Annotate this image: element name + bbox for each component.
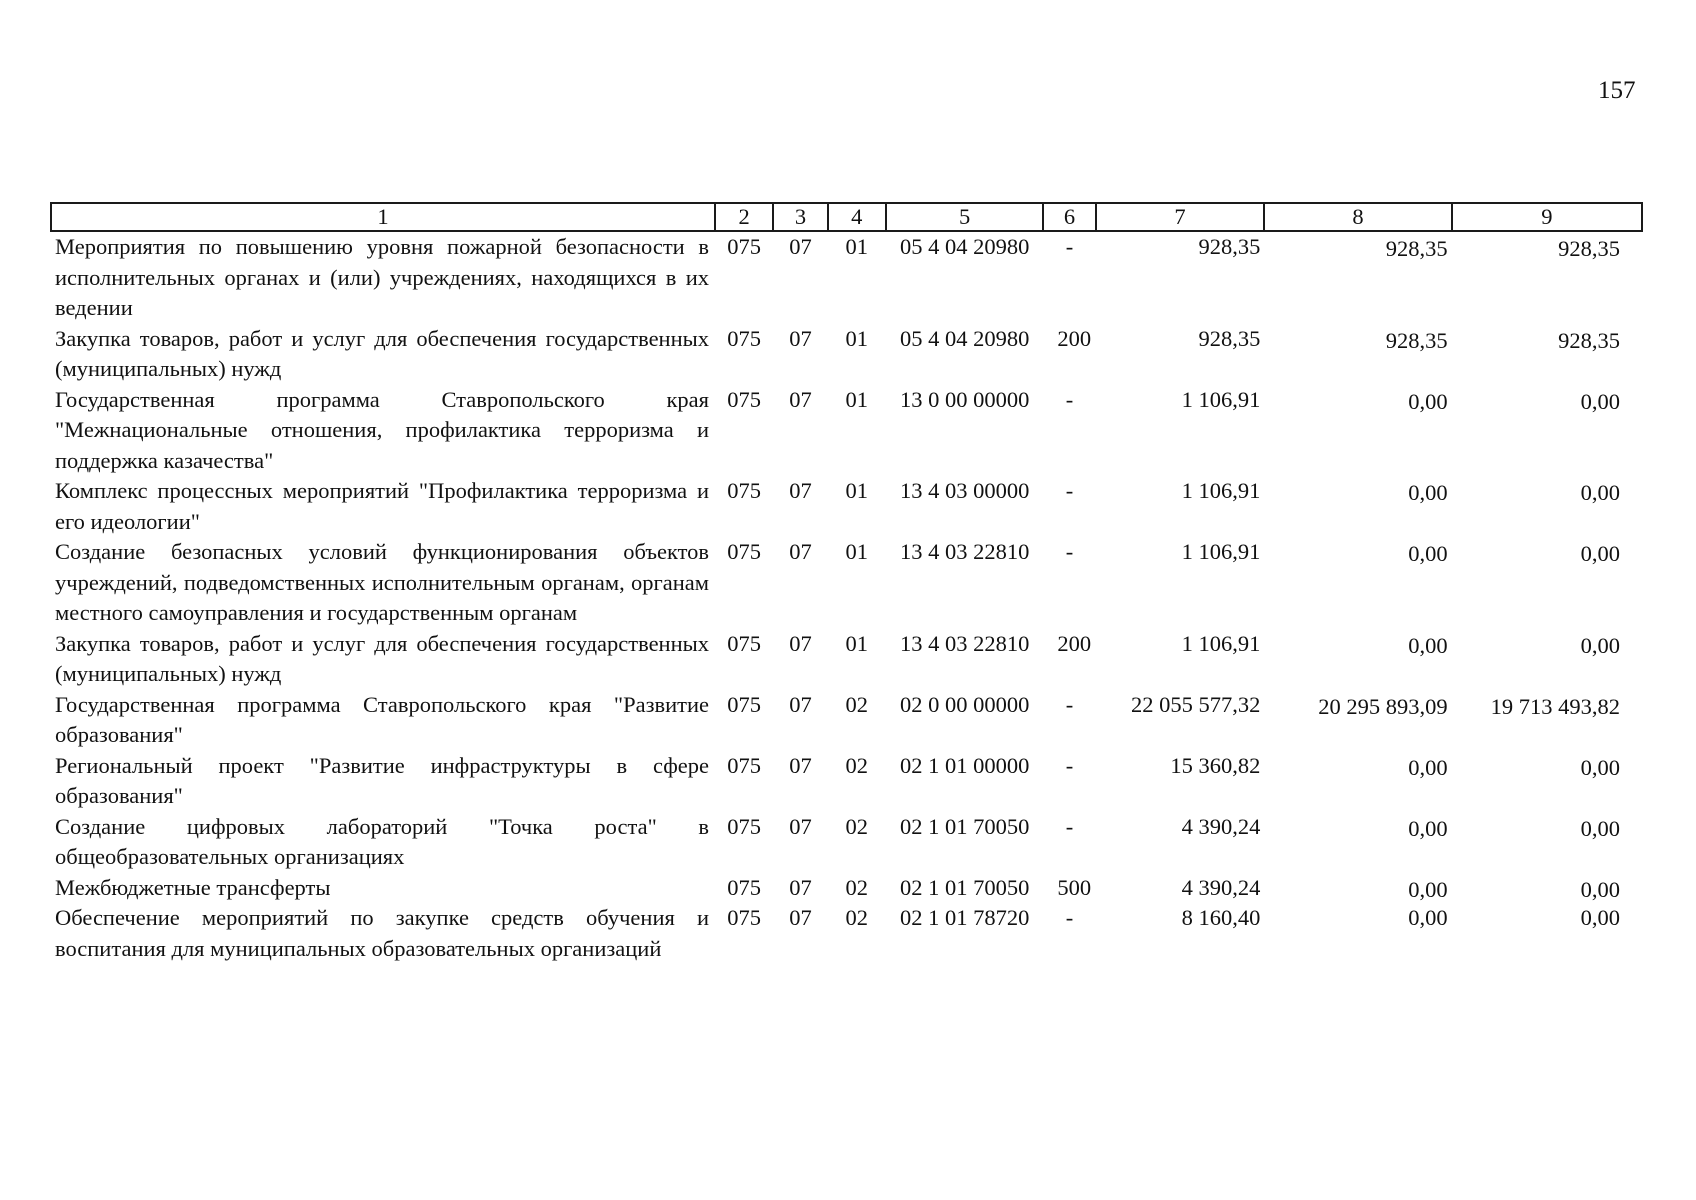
row-sum3: 0,00 (1580, 480, 1620, 505)
page-number: 157 (1598, 77, 1636, 104)
row-name: Государственная программа Ставропольского края "Межнациональные отношения, профилактика терроризма и поддержка казачества" (55, 386, 710, 473)
table-row (51, 690, 1642, 751)
row-ved: 075 (727, 813, 762, 839)
row-sum3: 928,35 (1558, 327, 1620, 353)
row-ved: 075 (727, 386, 762, 412)
row-csr: 02 1 01 70050 (899, 813, 1030, 839)
row-rz: 07 (789, 234, 812, 259)
row-ved: 075 (727, 691, 762, 717)
budget-table (50, 202, 1643, 964)
row-ved: 075 (727, 874, 762, 900)
row-csr: 13 0 00 00000 (899, 386, 1030, 412)
row-pr: 01 (845, 539, 868, 564)
row-name: Создание безопасных условий функционирования объектов учреждений, подведомственных исполнительным органам, органам местного самоуправления и государственным органам (55, 539, 710, 625)
row-sum1: 1 106,91 (1181, 478, 1261, 503)
table-row (51, 751, 1642, 812)
row-pr: 01 (845, 386, 868, 412)
row-ved: 075 (727, 539, 762, 564)
table-row (51, 873, 1642, 904)
row-vr: 200 (1057, 325, 1092, 351)
column-header-sum3: 9 (1452, 203, 1642, 231)
row-name: Закупка товаров, работ и услуг для обеспечения государственных (муниципальных) нужд (55, 630, 710, 686)
row-sum2: 0,00 (1408, 388, 1448, 414)
column-header-vr: 6 (1043, 203, 1095, 231)
row-ved: 075 (727, 234, 762, 259)
row-sum2: 20 295 893,09 (1318, 693, 1448, 719)
row-ved: 075 (727, 752, 762, 778)
row-sum1: 1 106,91 (1181, 630, 1261, 656)
row-vr: - (1065, 539, 1074, 564)
row-pr: 02 (845, 905, 868, 930)
row-sum2: 0,00 (1408, 541, 1448, 566)
row-name: Региональный проект "Развитие инфраструктуры в сфере образования" (55, 752, 710, 808)
table-row (51, 812, 1642, 873)
row-sum2: 928,35 (1385, 236, 1448, 261)
row-csr: 02 0 00 00000 (899, 691, 1030, 717)
column-header-csr: 5 (886, 203, 1044, 231)
row-sum1: 1 106,91 (1181, 386, 1261, 412)
row-rz: 07 (789, 539, 812, 564)
table-row (51, 476, 1642, 537)
row-vr: - (1065, 752, 1074, 778)
row-sum1: 4 390,24 (1181, 874, 1261, 900)
row-ved: 075 (727, 478, 762, 503)
row-pr: 01 (845, 325, 868, 351)
row-name: Обеспечение мероприятий по закупке средств обучения и воспитания для муниципальных образовательных организаций (55, 905, 710, 961)
row-csr: 05 4 04 20980 (899, 234, 1030, 259)
row-rz: 07 (789, 478, 812, 503)
column-header-ved: 2 (715, 203, 773, 231)
row-sum1: 1 106,91 (1181, 539, 1261, 564)
row-csr: 13 4 03 22810 (899, 630, 1030, 656)
row-vr: 500 (1057, 874, 1092, 900)
row-ved: 075 (727, 905, 762, 930)
row-csr: 13 4 03 00000 (899, 478, 1030, 503)
row-rz: 07 (789, 630, 812, 656)
row-sum1: 15 360,82 (1170, 752, 1261, 778)
row-sum1: 928,35 (1198, 325, 1261, 351)
row-sum2: 0,00 (1408, 876, 1448, 902)
row-pr: 02 (845, 874, 868, 900)
row-sum3: 0,00 (1580, 388, 1620, 414)
row-csr: 02 1 01 00000 (899, 752, 1030, 778)
table-row (51, 231, 1642, 324)
row-name: Государственная программа Ставропольского края "Развитие образования" (55, 691, 710, 747)
row-name: Комплекс процессных мероприятий "Профилактика терроризма и его идеологии" (55, 478, 710, 534)
table-row (51, 903, 1642, 964)
row-vr: - (1065, 813, 1074, 839)
row-rz: 07 (789, 874, 812, 900)
row-pr: 01 (845, 630, 868, 656)
table-row (51, 324, 1642, 385)
row-sum1: 8 160,40 (1181, 905, 1261, 930)
column-header-rz: 3 (773, 203, 827, 231)
row-sum2: 0,00 (1408, 632, 1448, 658)
row-rz: 07 (789, 905, 812, 930)
row-pr: 02 (845, 813, 868, 839)
row-sum2: 0,00 (1408, 480, 1448, 505)
row-csr: 02 1 01 78720 (899, 905, 1030, 930)
row-sum3: 928,35 (1558, 236, 1620, 261)
column-header-name: 1 (51, 203, 715, 231)
row-sum3: 0,00 (1580, 815, 1620, 841)
row-sum3: 0,00 (1580, 905, 1620, 930)
row-pr: 02 (845, 752, 868, 778)
row-sum1: 928,35 (1198, 234, 1261, 259)
row-pr: 01 (845, 478, 868, 503)
row-sum3: 0,00 (1580, 632, 1620, 658)
row-pr: 01 (845, 234, 868, 259)
column-header-sum2: 8 (1264, 203, 1451, 231)
row-sum3: 0,00 (1580, 754, 1620, 780)
row-sum3: 0,00 (1580, 876, 1620, 902)
row-name: Создание цифровых лабораторий "Точка роста" в общеобразовательных организациях (55, 813, 710, 869)
row-csr: 02 1 01 70050 (899, 874, 1030, 900)
row-rz: 07 (789, 691, 812, 717)
row-ved: 075 (727, 325, 762, 351)
column-header-sum1: 7 (1096, 203, 1265, 231)
row-name: Мероприятия по повышению уровня пожарной безопасности в исполнительных органах и (или) учреждениях, находящихся в их ведении (55, 234, 710, 320)
table-header-row (51, 203, 1642, 231)
row-name: Межбюджетные трансферты (55, 874, 331, 900)
row-sum1: 22 055 577,32 (1131, 691, 1261, 717)
row-csr: 13 4 03 22810 (899, 539, 1030, 564)
row-vr: - (1065, 234, 1074, 259)
row-sum3: 19 713 493,82 (1490, 693, 1620, 719)
row-vr: - (1065, 905, 1074, 930)
row-rz: 07 (789, 752, 812, 778)
row-vr: - (1065, 691, 1074, 717)
row-sum2: 928,35 (1385, 327, 1448, 353)
row-csr: 05 4 04 20980 (899, 325, 1030, 351)
row-sum3: 0,00 (1580, 541, 1620, 566)
row-sum2: 0,00 (1408, 905, 1448, 930)
row-pr: 02 (845, 691, 868, 717)
row-rz: 07 (789, 813, 812, 839)
table-row (51, 537, 1642, 629)
table-row (51, 629, 1642, 690)
row-vr: - (1065, 478, 1074, 503)
row-name: Закупка товаров, работ и услуг для обеспечения государственных (муниципальных) нужд (55, 325, 710, 381)
column-header-pr: 4 (828, 203, 886, 231)
row-sum2: 0,00 (1408, 815, 1448, 841)
row-sum1: 4 390,24 (1181, 813, 1261, 839)
row-vr: - (1065, 386, 1074, 412)
row-rz: 07 (789, 386, 812, 412)
row-ved: 075 (727, 630, 762, 656)
table-row (51, 385, 1642, 477)
row-vr: 200 (1057, 630, 1092, 656)
row-sum2: 0,00 (1408, 754, 1448, 780)
row-rz: 07 (789, 325, 812, 351)
